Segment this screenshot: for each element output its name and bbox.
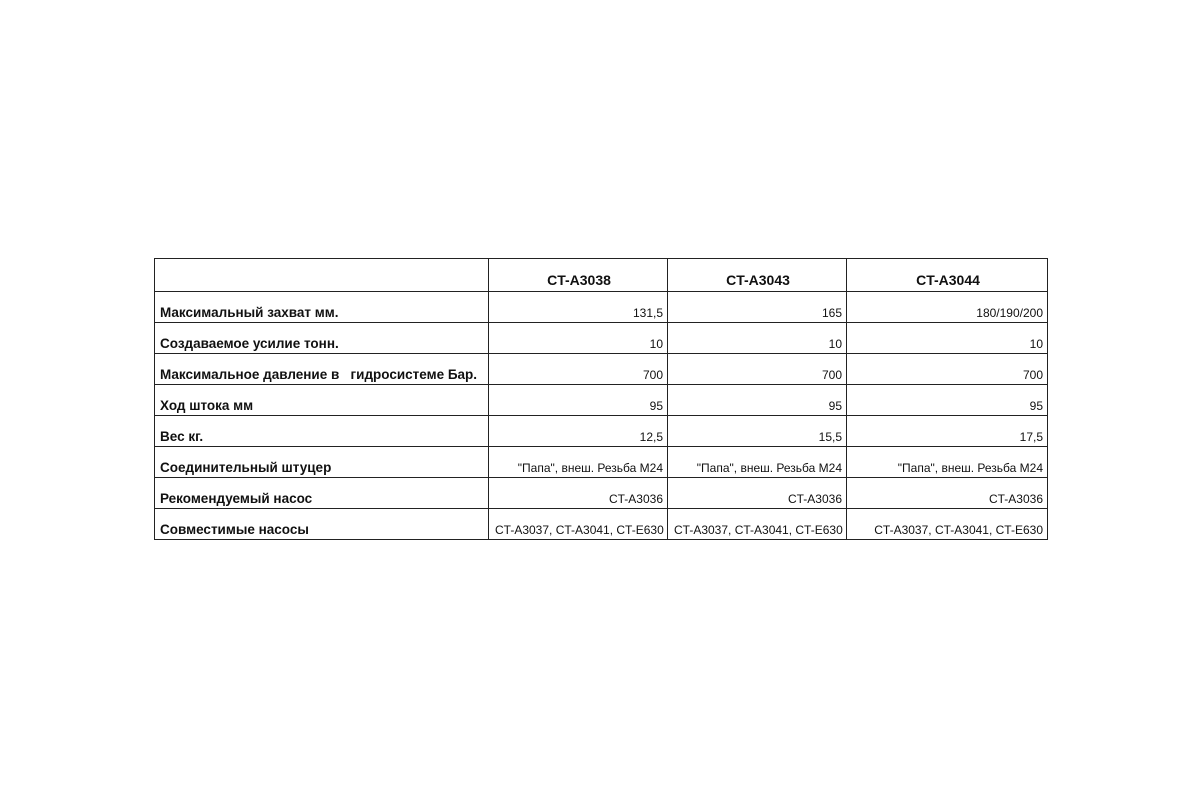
table-row [155, 416, 1048, 447]
model-header-3: CT-A3044 [847, 259, 1048, 292]
value-cell: 180/190/200 [847, 292, 1048, 323]
value-cell: 12,5 [489, 416, 668, 447]
value-cell: 700 [668, 354, 847, 385]
value-cell: CT-A3036 [847, 478, 1048, 509]
value-cell: 10 [668, 323, 847, 354]
table-row [155, 385, 1048, 416]
param-label: Соединительный штуцер [155, 447, 489, 478]
table-row [155, 509, 1048, 540]
value-cell: 10 [847, 323, 1048, 354]
value-cell: 95 [668, 385, 847, 416]
param-label: Максимальный захват мм. [155, 292, 489, 323]
value-cell: 700 [847, 354, 1048, 385]
table-row [155, 478, 1048, 509]
value-cell: 10 [489, 323, 668, 354]
value-cell: 15,5 [668, 416, 847, 447]
table-row [155, 447, 1048, 478]
value-cell: 95 [489, 385, 668, 416]
value-cell: CT-A3036 [489, 478, 668, 509]
table-header-row [155, 259, 1048, 292]
param-label: Вес кг. [155, 416, 489, 447]
model-header-2: CT-A3043 [668, 259, 847, 292]
value-cell: CT-A3037, CT-A3041, CT-E630 [489, 509, 668, 540]
value-cell: 95 [847, 385, 1048, 416]
model-header-1: CT-A3038 [489, 259, 668, 292]
table-row [155, 354, 1048, 385]
value-cell: CT-A3037, CT-A3041, CT-E630 [668, 509, 847, 540]
param-label: Совместимые насосы [155, 509, 489, 540]
value-cell: 17,5 [847, 416, 1048, 447]
value-cell: CT-A3037, CT-A3041, CT-E630 [847, 509, 1048, 540]
value-cell: 131,5 [489, 292, 668, 323]
spec-table [154, 258, 1048, 540]
table-row [155, 323, 1048, 354]
param-label: Создаваемое усилие тонн. [155, 323, 489, 354]
param-label: Максимальное давление в гидросистеме Бар. [155, 354, 489, 385]
param-label: Рекомендуемый насос [155, 478, 489, 509]
value-cell: "Папа", внеш. Резьба М24 [847, 447, 1048, 478]
value-cell: 700 [489, 354, 668, 385]
value-cell: CT-A3036 [668, 478, 847, 509]
value-cell: "Папа", внеш. Резьба М24 [668, 447, 847, 478]
table-row [155, 292, 1048, 323]
corner-cell [155, 259, 489, 292]
param-label: Ход штока мм [155, 385, 489, 416]
value-cell: "Папа", внеш. Резьба М24 [489, 447, 668, 478]
value-cell: 165 [668, 292, 847, 323]
